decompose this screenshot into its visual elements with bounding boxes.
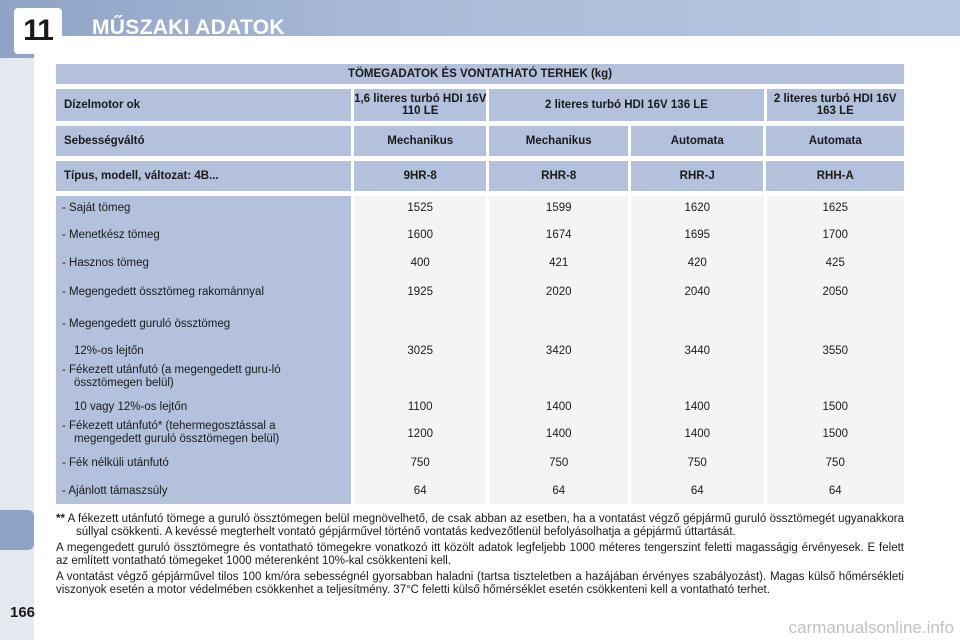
engine-row — [56, 89, 904, 121]
value-cell: 1400 — [545, 401, 572, 413]
value-cell: 3440 — [684, 345, 711, 357]
value-cell: 750 — [549, 457, 569, 469]
gearbox-4: Automata — [766, 126, 904, 156]
type-row — [56, 161, 904, 191]
table-body — [56, 196, 904, 504]
row-label: - Ajánlott támaszsúly — [62, 485, 168, 497]
value-cell: 750 — [825, 457, 845, 469]
footnote-marker: ** — [56, 513, 65, 525]
value-cell: 1500 — [822, 401, 849, 413]
gearbox-3: Automata — [631, 126, 764, 156]
gearbox-1: Mechanikus — [354, 126, 487, 156]
value-column-4 — [767, 196, 905, 504]
table-title: TÖMEGADATOK ÉS VONTATHATÓ TERHEK (kg) — [56, 64, 904, 84]
value-cell: 1600 — [407, 229, 433, 241]
engine-3: 2 literes turbó HDI 16V 163 LE — [767, 89, 905, 121]
row-label: - Hasznos tömeg — [62, 257, 149, 269]
value-cell: 2050 — [822, 286, 849, 298]
value-cell: 1700 — [822, 229, 849, 241]
row-label: - Megengedett guruló össztömeg — [62, 318, 231, 330]
engine-2: 2 literes turbó HDI 16V 136 LE — [489, 89, 763, 121]
type-4: RHH-A — [766, 161, 904, 191]
gearbox-row — [56, 126, 904, 156]
value-cell: 420 — [687, 257, 707, 269]
row-label: - Fékezett utánfutó (a megengedett guru-ló össztömegen belül) — [62, 364, 281, 389]
type-1: 9HR-8 — [354, 161, 487, 191]
value-cell: 1925 — [407, 286, 433, 298]
value-column-1 — [354, 196, 487, 504]
label-column — [56, 196, 351, 504]
row-label: - Fékezett utánfutó* (tehermegosztással a megengedett guruló össztömegen belül) — [62, 420, 280, 445]
value-cell: 3420 — [545, 345, 572, 357]
altitude-note: A megengedett guruló össztömegre és vontatható tömegekre vonatkozó itt közölt adatok legfeljebb 1000 méteres tengerszint feletti magasságig érvényesek. E felett az említett vontatható tömegeket 1000 méterenként 10%-kal csökkenteni kell. — [56, 542, 904, 567]
value-cell: 425 — [825, 257, 845, 269]
value-cell: 2020 — [545, 286, 572, 298]
row-label: - Menetkész tömeg — [62, 229, 160, 241]
chapter-number: 11 — [14, 8, 62, 54]
watermark: carmanualsonline.info — [788, 618, 954, 637]
row-label: 12%-os lejtőn — [74, 345, 144, 357]
notes — [56, 513, 904, 600]
value-cell: 1400 — [545, 428, 572, 440]
value-column-2 — [489, 196, 628, 504]
row-label: - Fék nélküli utánfutó — [62, 457, 169, 469]
engine-row-label: Dízelmotor ok — [56, 89, 351, 121]
value-cell: 1400 — [684, 401, 711, 413]
value-cell: 750 — [687, 457, 707, 469]
page-title: MŰSZAKI ADATOK — [92, 16, 285, 39]
page-number: 166 — [10, 604, 36, 621]
gearbox-2: Mechanikus — [489, 126, 628, 156]
footnote — [56, 513, 904, 539]
value-cell: 421 — [549, 257, 569, 269]
value-column-3 — [631, 196, 764, 504]
value-cell: 64 — [828, 485, 842, 497]
chapter-tab — [0, 510, 34, 550]
row-label: - Megengedett össztömeg rakománnyal — [62, 286, 264, 298]
row-label: 10 vagy 12%-os lejtőn — [74, 401, 188, 413]
value-cell: 1620 — [684, 202, 711, 214]
engine-1: 1,6 literes turbó HDI 16V 110 LE — [354, 89, 487, 121]
value-cell: 64 — [552, 485, 566, 497]
value-cell: 2040 — [684, 286, 711, 298]
value-cell: 3550 — [822, 345, 849, 357]
row-label: - Saját tömeg — [62, 202, 131, 214]
value-cell: 1525 — [407, 202, 433, 214]
value-cell: 1625 — [822, 202, 849, 214]
value-cell: 1695 — [684, 229, 711, 241]
type-2: RHR-8 — [489, 161, 628, 191]
speed-note: A vontatást végző gépjárművel tilos 100 km/óra sebességnél gyorsabban haladni (tartsa tiszteletben a hazájában érvényes szabályozást). Magas külső hőmérsékleti viszonyok esetén a motor védelmében csökkenhet a teljesítmény. 37°C feletti külső hőmérséklet esetén csökkenteni kell a vontatható terhet. — [56, 571, 904, 596]
footnote-text: A fékezett utánfutó tömege a guruló össztömegen belül megnövelhető, de csak abban az esetben, ha a vontatást végző gépjármű guruló össztömegét ugyanakkora súllyal csökkenti. A kevéssé megterhelt vontató gépjárművel történő vontatás kedvezőtlenül befolyásolhatja a gépjármű úttartását. — [67, 513, 904, 538]
value-cell: 64 — [690, 485, 704, 497]
value-cell: 1200 — [407, 428, 433, 440]
value-cell: 1500 — [822, 428, 849, 440]
type-3: RHR-J — [631, 161, 764, 191]
value-cell: 400 — [410, 257, 430, 269]
value-cell: 64 — [413, 485, 427, 497]
value-cell: 1599 — [545, 202, 572, 214]
value-cell: 1100 — [407, 401, 433, 413]
value-cell: 1400 — [684, 428, 711, 440]
weights-table — [56, 64, 904, 504]
value-cell: 3025 — [407, 345, 433, 357]
gearbox-row-label: Sebességváltó — [56, 126, 351, 156]
value-cell: 750 — [410, 457, 430, 469]
type-row-label: Típus, modell, változat: 4B... — [56, 161, 351, 191]
value-cell: 1674 — [545, 229, 572, 241]
